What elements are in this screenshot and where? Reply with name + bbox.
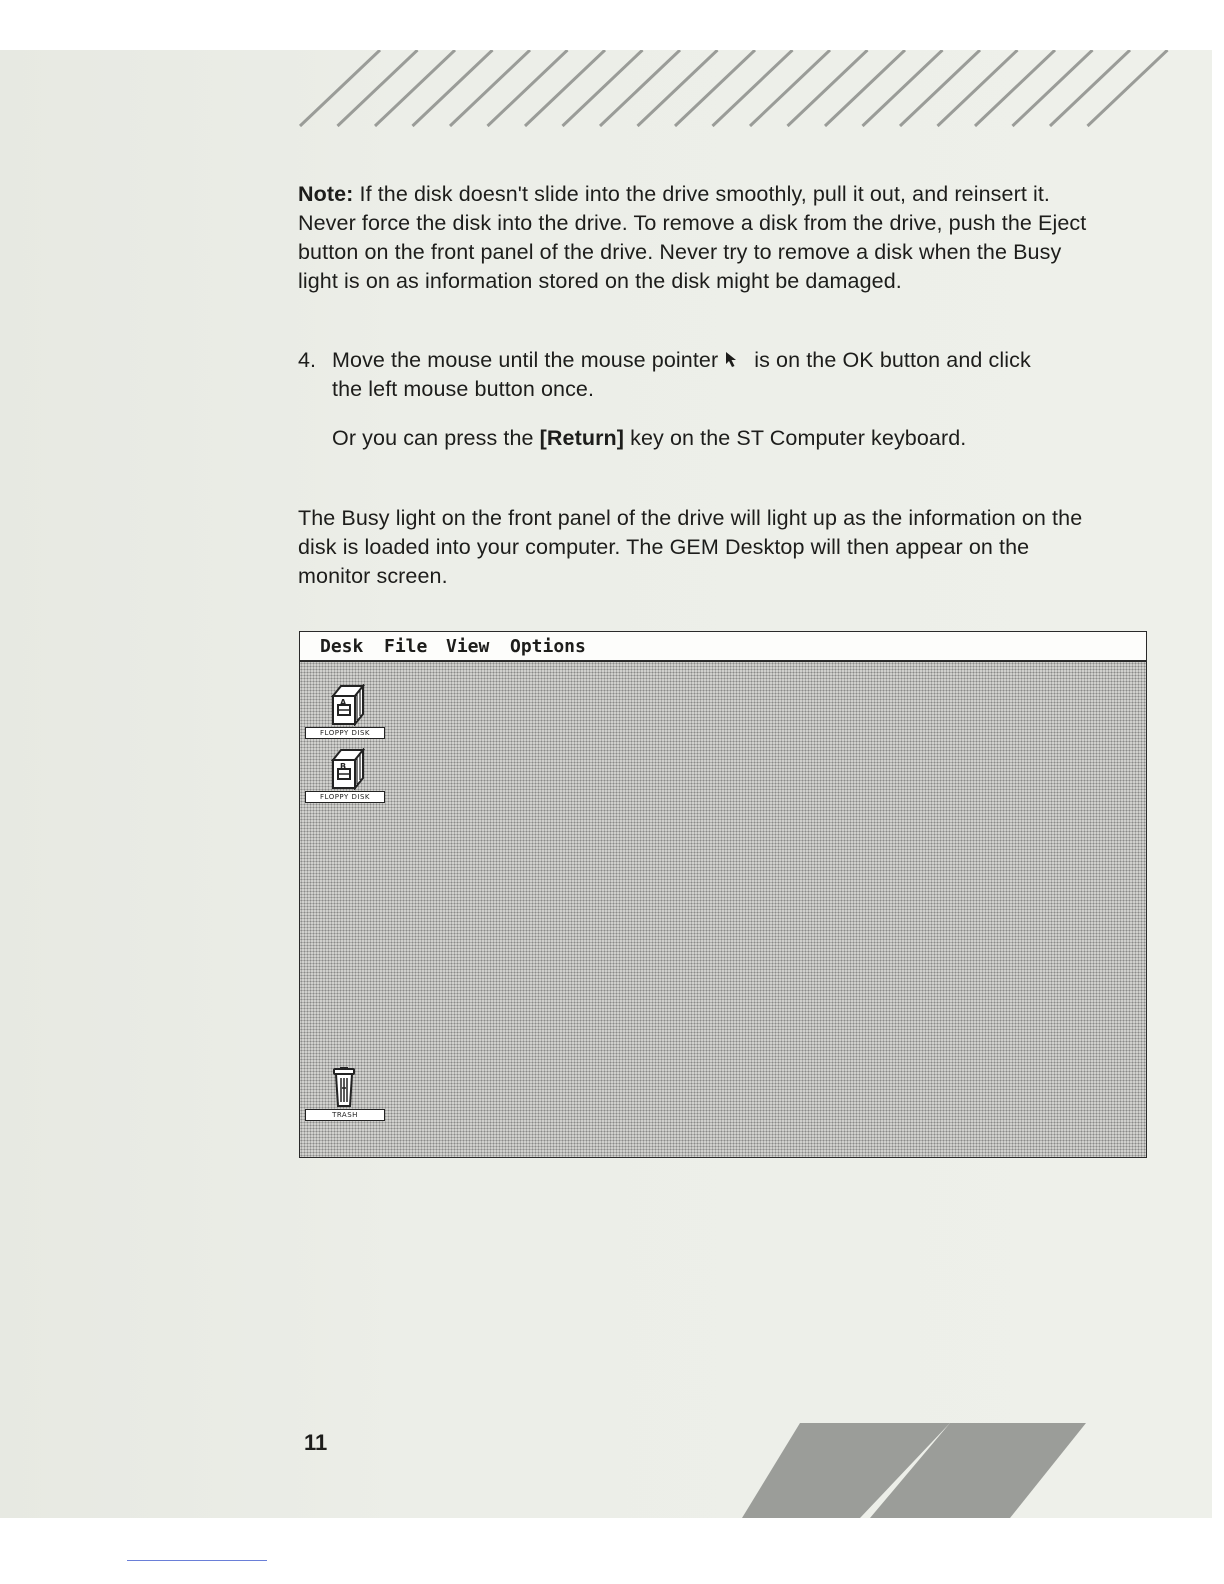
svg-text:A: A <box>340 698 347 707</box>
trash-label: TRASH <box>305 1109 385 1121</box>
step-text-after: is on the OK button and click the left mouse button once. <box>332 348 1031 401</box>
footer-line <box>127 1560 267 1561</box>
floppy-disk-a-label: FLOPPY DISK <box>305 727 385 739</box>
menu-desk[interactable]: Desk <box>320 636 364 657</box>
menu-view[interactable]: View <box>446 636 490 657</box>
note-text: If the disk doesn't slide into the drive smoothly, pull it out, and reinsert it. Never force the disk into the drive. To remove a disk from the drive, push the Eject button on the front panel of the drive. Never try to remove a disk when the Busy light is on as information stored on the disk might be damaged. <box>298 182 1087 293</box>
menu-file[interactable]: File <box>384 636 428 657</box>
menu-options[interactable]: Options <box>510 636 586 657</box>
page-number: 11 <box>304 1430 328 1455</box>
manual-page <box>0 50 1212 1518</box>
floppy-disk-b-label: FLOPPY DISK <box>305 791 385 803</box>
note-label: Note: <box>298 182 354 206</box>
or-text-after: key on the ST Computer keyboard. <box>624 426 967 450</box>
step-number: 4. <box>298 348 317 372</box>
svg-text:B: B <box>340 762 347 771</box>
step-text-before: Move the mouse until the mouse pointer <box>332 348 719 372</box>
return-key-label: [Return] <box>539 426 625 450</box>
bottom-parallelogram-decoration <box>0 50 1212 1518</box>
busy-light-paragraph: The Busy light on the front panel of the drive will light up as the information on the disk is loaded into your computer. The GEM Desktop will then appear on the monitor screen. <box>298 506 1083 588</box>
or-text-before: Or you can press the <box>332 426 540 450</box>
